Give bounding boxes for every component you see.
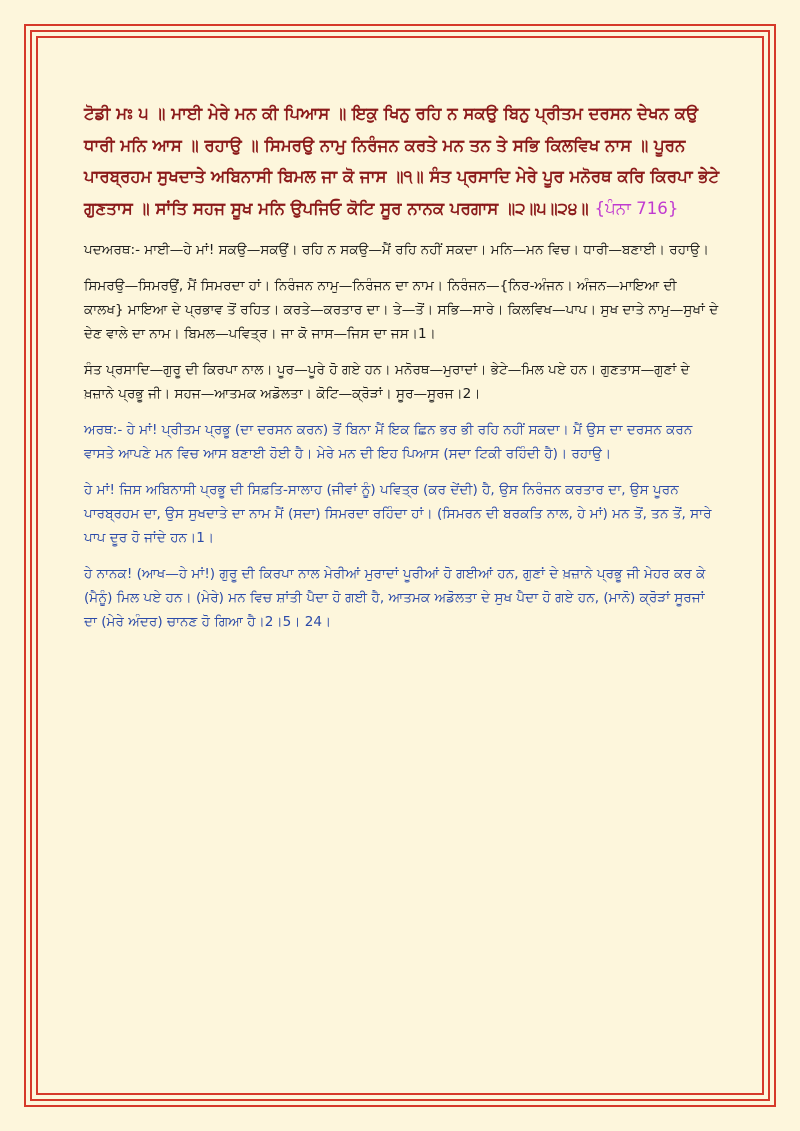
shabad-gurbani: ਟੋਡੀ ਮਃ ੫ ॥ ਮਾਈ ਮੇਰੇ ਮਨ ਕੀ ਪਿਆਸ ॥ ਇਕੁ ਖਿਨੁ ਰਹਿ ਨ ਸਕਉ ਬਿਨੁ ਪ੍ਰੀਤਮ ਦਰਸਨ ਦੇਖਨ ਕਉ ਧਾਰੀ ਮਨਿ ਆਸ ॥ ਰਹਾਉ ॥ ਸਿਮਰਉ ਨਾਮੁ ਨਿਰੰਜਨ ਕਰਤੇ ਮਨ ਤਨ ਤੇ ਸਭਿ ਕਿਲਵਿਖ ਨਾਸ ॥ ਪੂਰਨ ਪਾਰਬ੍ਰਹਮ ਸੁਖਦਾਤੇ ਅਬਿਨਾਸੀ ਬਿਮਲ ਜਾ ਕੋ ਜਾਸ ॥੧॥ ਸੰਤ ਪ੍ਰਸਾਦਿ ਮੇਰੇ ਪੂਰ ਮਨੋਰਥ ਕਰਿ ਕਿਰਪਾ ਭੇਟੇ ਗੁਣਤਾਸ ॥ ਸਾਂਤਿ ਸਹਜ ਸੂਖ ਮਨਿ ਉਪਜਿਓ ਕੋਟਿ ਸੂਰ ਨਾਨਕ ਪਰਗਾਸ ॥੨॥੫॥੨੪॥	[84, 104, 720, 218]
arth-text-2: ਹੇ ਮਾਂ! ਜਿਸ ਅਬਿਨਾਸੀ ਪ੍ਰਭੂ ਦੀ ਸਿਫ਼ਤਿ-ਸਾਲਾਹ (ਜੀਵਾਂ ਨੂੰ) ਪਵਿਤ੍ਰ (ਕਰ ਦੇਂਦੀ) ਹੈ, ਉਸ ਨਿਰੰਜਨ ਕਰਤਾਰ ਦਾ, ਉਸ ਪੂਰਨ ਪਾਰਬ੍ਰਹਮ ਦਾ, ਉਸ ਸੁਖਦਾਤੇ ਦਾ ਨਾਮ ਮੈਂ (ਸਦਾ) ਸਿਮਰਦਾ ਰਹਿੰਦਾ ਹਾਂ। (ਸਿਮਰਨ ਦੀ ਬਰਕਤਿ ਨਾਲ, ਹੇ ਮਾਂ) ਮਨ ਤੋਂ, ਤਨ ਤੋਂ, ਸਾਰੇ ਪਾਪ ਦੂਰ ਹੋ ਜਾਂਦੇ ਹਨ।1।	[84, 482, 712, 547]
padarth-paragraph-3	[84, 358, 720, 406]
padarth-paragraph-2	[84, 274, 720, 346]
arth-text-3: ਹੇ ਨਾਨਕ! (ਆਖ—ਹੇ ਮਾਂ!) ਗੁਰੂ ਦੀ ਕਿਰਪਾ ਨਾਲ ਮੇਰੀਆਂ ਮੁਰਾਦਾਂ ਪੂਰੀਆਂ ਹੋ ਗਈਆਂ ਹਨ, ਗੁਣਾਂ ਦੇ ਖ਼ਜ਼ਾਨੇ ਪ੍ਰਭੂ ਜੀ ਮੇਹਰ ਕਰ ਕੇ (ਮੈਨੂੰ) ਮਿਲ ਪਏ ਹਨ। (ਮੇਰੇ) ਮਨ ਵਿਚ ਸ਼ਾਂਤੀ ਪੈਦਾ ਹੋ ਗਈ ਹੈ, ਆਤਮਕ ਅਡੋਲਤਾ ਦੇ ਸੁਖ ਪੈਦਾ ਹੋ ਗਏ ਹਨ, (ਮਾਨੋ) ਕ੍ਰੋੜਾਂ ਸੂਰਜਾਂ ਦਾ (ਮੇਰੇ ਅੰਦਰ) ਚਾਨਣ ਹੋ ਗਿਆ ਹੈ।2।5। 24।	[84, 566, 706, 631]
arth-text-1: ਹੇ ਮਾਂ! ਪ੍ਰੀਤਮ ਪ੍ਰਭੂ (ਦਾ ਦਰਸਨ ਕਰਨ) ਤੋਂ ਬਿਨਾ ਮੈਂ ਇਕ ਛਿਨ ਭਰ ਭੀ ਰਹਿ ਨਹੀਂ ਸਕਦਾ। ਮੈਂ ਉਸ ਦਾ ਦਰਸਨ ਕਰਨ ਵਾਸਤੇ ਆਪਣੇ ਮਨ ਵਿਚ ਆਸ ਬਣਾਈ ਹੋਈ ਹੈ। ਮੇਰੇ ਮਨ ਦੀ ਇਹ ਪਿਆਸ (ਸਦਾ ਟਿਕੀ ਰਹਿੰਦੀ ਹੈ)। ਰਹਾਉ।	[84, 422, 693, 463]
page-content	[84, 98, 720, 646]
padarth-text-2: ਸਿਮਰਉ—ਸਿਮਰਉਂ, ਮੈਂ ਸਿਮਰਦਾ ਹਾਂ। ਨਿਰੰਜਨ ਨਾਮੁ—ਨਿਰੰਜਨ ਦਾ ਨਾਮ। ਨਿਰੰਜਨ—{ਨਿਰ-ਅੰਜਨ। ਅੰਜਨ—ਮਾਇਆ ਦੀ ਕਾਲਖ} ਮਾਇਆ ਦੇ ਪ੍ਰਭਾਵ ਤੋਂ ਰਹਿਤ। ਕਰਤੇ—ਕਰਤਾਰ ਦਾ। ਤੇ—ਤੋਂ। ਸਭਿ—ਸਾਰੇ। ਕਿਲਵਿਖ—ਪਾਪ। ਸੁਖ ਦਾਤੇ ਨਾਮੁ—ਸੁਖਾਂ ਦੇ ਦੇਣ ਵਾਲੇ ਦਾ ਨਾਮ। ਬਿਮਲ—ਪਵਿਤ੍ਰ। ਜਾ ਕੋ ਜਾਸ—ਜਿਸ ਦਾ ਜਸ।1।	[84, 278, 719, 343]
arth-paragraph-1	[84, 418, 720, 466]
ang-reference: {ਪੰਨਾ 716}	[594, 198, 679, 218]
padarth-label: ਪਦਅਰਥ:-	[84, 242, 140, 259]
padarth-paragraph-1	[84, 238, 720, 262]
arth-paragraph-3	[84, 562, 720, 634]
arth-paragraph-2	[84, 478, 720, 550]
padarth-text-3: ਸੰਤ ਪ੍ਰਸਾਦਿ—ਗੁਰੂ ਦੀ ਕਿਰਪਾ ਨਾਲ। ਪੂਰ—ਪੂਰੇ ਹੋ ਗਏ ਹਨ। ਮਨੋਰਥ—ਮੁਰਾਦਾਂ। ਭੇਟੇ—ਮਿਲ ਪਏ ਹਨ। ਗੁਣਤਾਸ—ਗੁਣਾਂ ਦੇ ਖ਼ਜ਼ਾਨੇ ਪ੍ਰਭੂ ਜੀ। ਸਹਜ—ਆਤਮਕ ਅਡੋਲਤਾ। ਕੋਟਿ—ਕ੍ਰੋੜਾਂ। ਸੂਰ—ਸੂਰਜ।2।	[84, 362, 690, 403]
arth-label: ਅਰਥ:-	[84, 422, 123, 439]
shabad-text	[84, 98, 720, 224]
padarth-text-1: ਮਾਈ—ਹੇ ਮਾਂ! ਸਕਉ—ਸਕਉਂ। ਰਹਿ ਨ ਸਕਉ—ਮੈਂ ਰਹਿ ਨਹੀਂ ਸਕਦਾ। ਮਨਿ—ਮਨ ਵਿਚ। ਧਾਰੀ—ਬਣਾਈ। ਰਹਾਉ।	[144, 242, 709, 259]
